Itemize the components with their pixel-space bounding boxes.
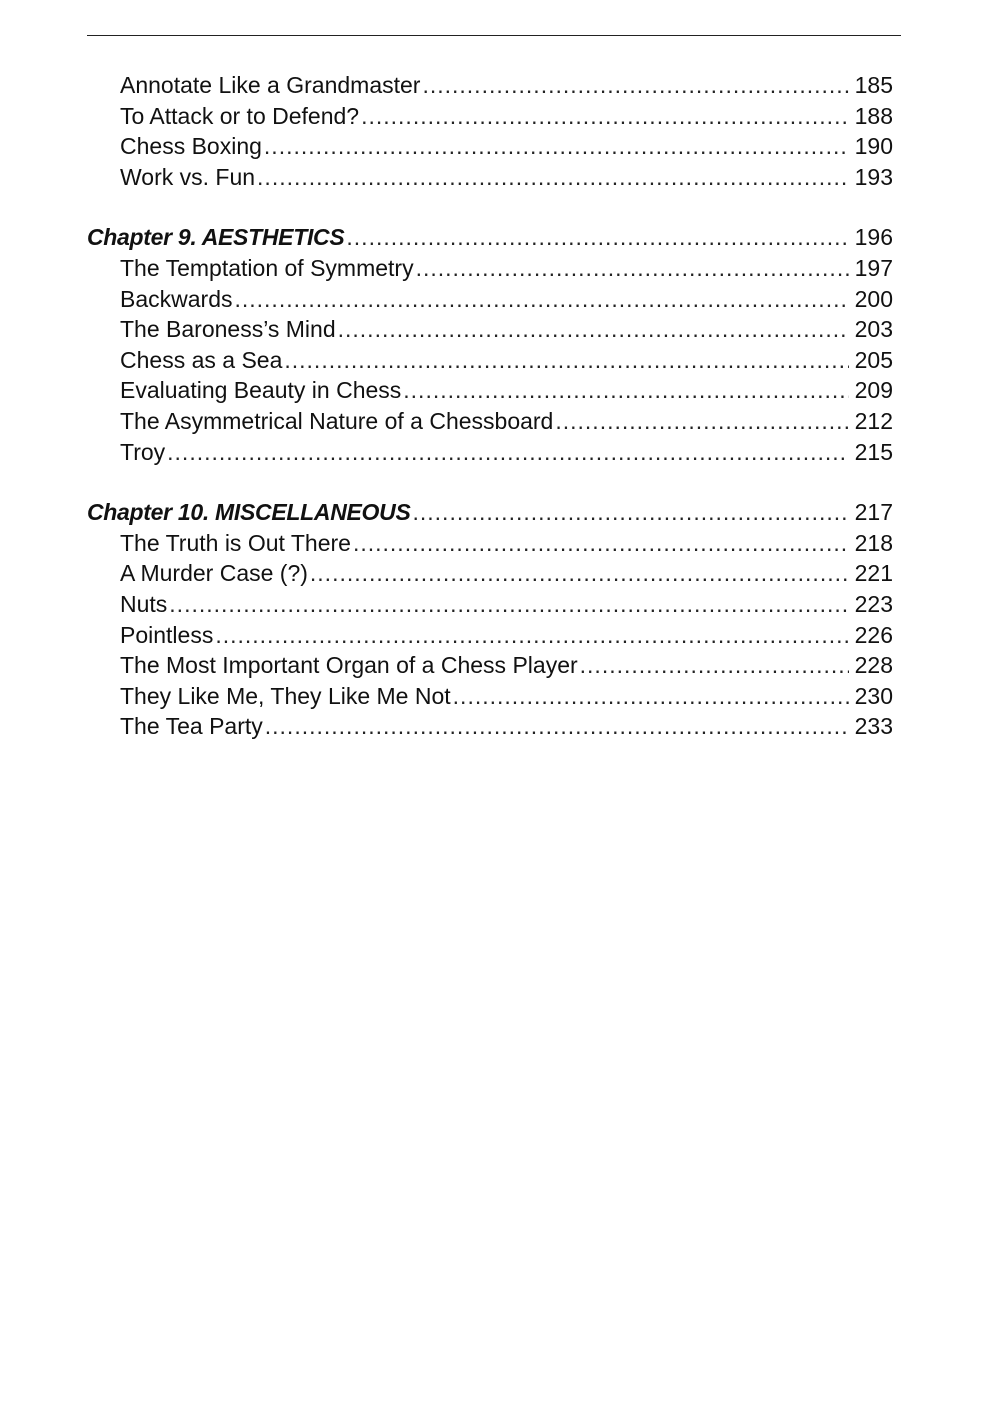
toc-entry-page: 226 (854, 621, 893, 648)
toc-entry-title: Annotate Like a Grandmaster (120, 72, 421, 98)
toc-entry-page: 218 (854, 529, 893, 556)
toc-entry[interactable] (87, 437, 893, 468)
toc-entry[interactable] (87, 589, 893, 620)
toc-entry[interactable] (87, 711, 893, 742)
toc-entry-title: They Like Me, They Like Me Not (120, 682, 451, 709)
toc-entry[interactable] (87, 650, 893, 681)
header-rule (87, 35, 901, 36)
toc-entry[interactable] (87, 406, 893, 437)
table-of-contents (87, 70, 893, 742)
toc-entry-title: Chess Boxing (120, 133, 262, 160)
toc-entry-page: 203 (854, 316, 893, 343)
dot-leader (413, 497, 849, 528)
toc-entry-page: 185 (854, 72, 893, 98)
toc-entry[interactable] (87, 70, 893, 101)
dot-leader (353, 528, 849, 559)
toc-entry-page: 223 (854, 590, 893, 617)
toc-entry-title: Troy (120, 438, 166, 465)
dot-leader (346, 222, 848, 253)
toc-entry[interactable] (87, 345, 893, 376)
toc-entry[interactable] (87, 253, 893, 284)
dot-leader (422, 70, 848, 101)
toc-entry-title: Chess as a Sea (120, 346, 283, 373)
toc-entry-page: 200 (854, 285, 893, 312)
dot-leader (265, 711, 849, 742)
toc-entry[interactable] (87, 620, 893, 651)
toc-entry-page: 193 (854, 163, 893, 190)
toc-section-chapter-9 (87, 222, 893, 467)
toc-chapter-title: Chapter 10. MISCELLANEOUS (87, 499, 411, 526)
dot-leader (453, 681, 849, 712)
toc-entry[interactable] (87, 162, 893, 193)
toc-section (87, 70, 893, 192)
toc-chapter-title: Chapter 9. AESTHETICS (87, 224, 345, 251)
toc-entry-page: 209 (854, 377, 893, 404)
toc-chapter-page: 196 (854, 224, 893, 251)
toc-entry-page: 230 (854, 682, 893, 709)
dot-leader (416, 253, 849, 284)
toc-entry-title: The Temptation of Symmetry (120, 254, 414, 281)
toc-entry-title: The Tea Party (120, 713, 263, 740)
toc-entry[interactable] (87, 284, 893, 315)
toc-entry-title: A Murder Case (?) (120, 560, 308, 587)
dot-leader (215, 620, 848, 651)
toc-entry-page: 233 (854, 713, 893, 740)
toc-entry-page: 190 (854, 133, 893, 160)
dot-leader (361, 101, 849, 132)
toc-entry-page: 228 (854, 652, 893, 679)
toc-entry[interactable] (87, 101, 893, 132)
dot-leader (555, 406, 848, 437)
dot-leader (284, 345, 848, 376)
dot-leader (169, 589, 848, 620)
toc-entry-title: Backwards (120, 285, 233, 312)
toc-entry-title: Evaluating Beauty in Chess (120, 377, 402, 404)
dot-leader (580, 650, 849, 681)
toc-entry-title: The Asymmetrical Nature of a Chessboard (120, 407, 554, 434)
dot-leader (403, 375, 848, 406)
toc-entry[interactable] (87, 528, 893, 559)
toc-chapter-heading[interactable] (87, 222, 893, 253)
toc-entry-page: 215 (854, 438, 893, 465)
dot-leader (167, 437, 848, 468)
toc-entry-page: 188 (854, 102, 893, 129)
toc-entry-page: 205 (854, 346, 893, 373)
toc-entry[interactable] (87, 558, 893, 589)
toc-entry-title: The Baroness’s Mind (120, 316, 336, 343)
toc-entry-page: 212 (854, 407, 893, 434)
toc-section-chapter-10 (87, 497, 893, 742)
toc-entry-title: Pointless (120, 621, 214, 648)
toc-entry-title: The Most Important Organ of a Chess Player (120, 652, 578, 679)
dot-leader (338, 314, 849, 345)
toc-entry-title: To Attack or to Defend? (120, 102, 360, 129)
dot-leader (310, 558, 849, 589)
toc-entry[interactable] (87, 375, 893, 406)
toc-entry[interactable] (87, 131, 893, 162)
toc-entry-title: The Truth is Out There (120, 529, 351, 556)
toc-chapter-page: 217 (854, 499, 893, 526)
toc-entry-title: Work vs. Fun (120, 163, 256, 190)
dot-leader (257, 162, 849, 193)
toc-entry-title: Nuts (120, 590, 168, 617)
dot-leader (264, 131, 849, 162)
toc-entry[interactable] (87, 314, 893, 345)
toc-entry[interactable] (87, 681, 893, 712)
toc-entry-page: 221 (854, 560, 893, 587)
dot-leader (234, 284, 848, 315)
toc-entry-page: 197 (854, 254, 893, 281)
toc-chapter-heading[interactable] (87, 497, 893, 528)
